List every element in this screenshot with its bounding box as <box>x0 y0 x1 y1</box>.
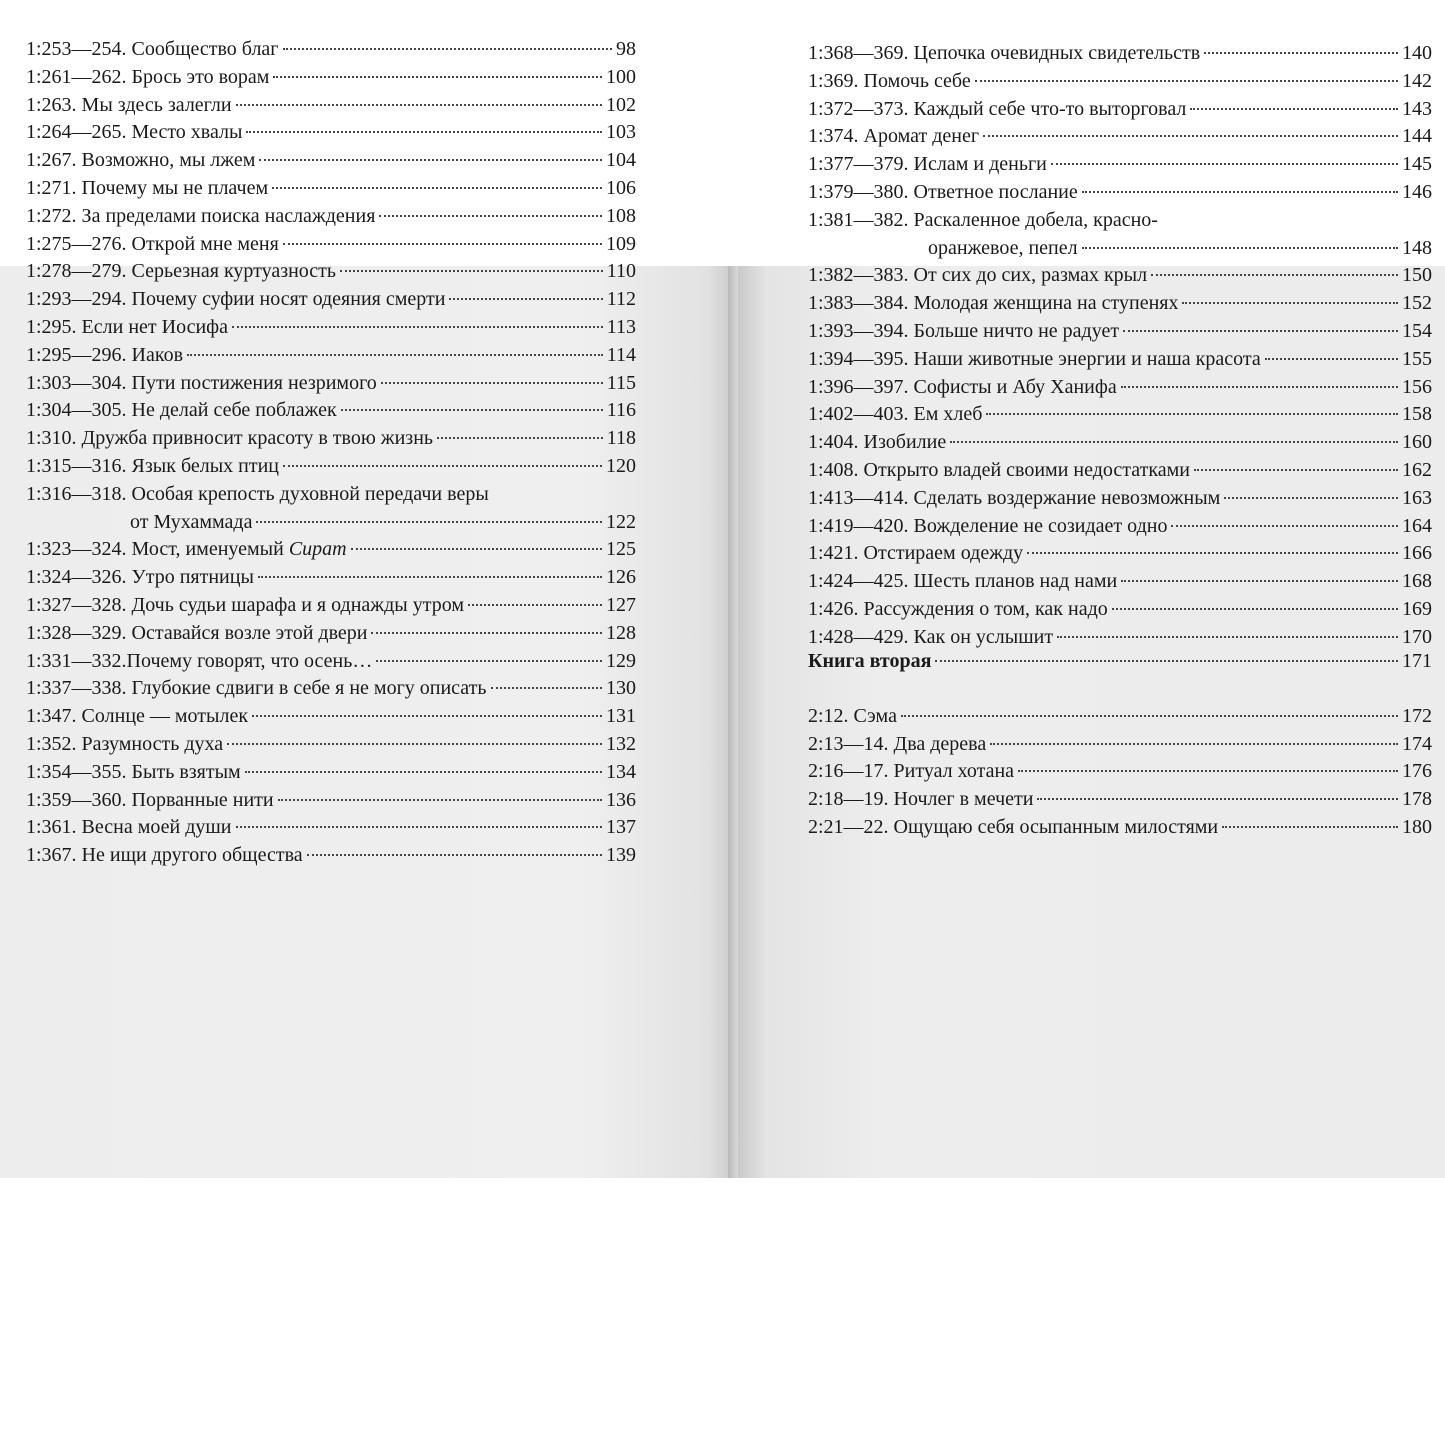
toc-entry: 1:271. Почему мы не плачем 106 <box>26 176 636 199</box>
toc-entry: 1:372—373. Каждый себе что-то выторговал 143 <box>808 97 1432 120</box>
toc-entry: 1:354—355. Быть взятым 134 <box>26 760 636 783</box>
toc-entry: 1:303—304. Пути постижения незримого 115 <box>26 371 636 394</box>
toc-entry: 1:394—395. Наши животные энергии и наша красота 155 <box>808 347 1432 370</box>
toc-entry: 1:327—328. Дочь судьи шарафа и я однажды утром 127 <box>26 593 636 616</box>
toc-entry: 1:264—265. Место хвалы 103 <box>26 121 636 144</box>
toc-entry: 1:359—360. Порванные нити 136 <box>26 788 636 811</box>
toc-entry: 1:367. Не ищи другого общества 139 <box>26 844 636 867</box>
toc-entry: 1:428—429. Как он услышит 170 <box>808 625 1432 648</box>
toc-entry: 2:12. Сэма 172 <box>808 704 1432 727</box>
book-gutter <box>728 266 738 1178</box>
toc-entry: 1:352. Разумность духа 132 <box>26 732 636 755</box>
toc-entry: 1:278—279. Серьезная куртуазность 110 <box>26 260 636 283</box>
toc-entry: 1:393—394. Больше ничто не радует 154 <box>808 319 1432 342</box>
italic-term: Сират <box>288 538 347 561</box>
toc-entry: 1:275—276. Открой мне меня 109 <box>26 232 636 255</box>
toc-entry: 1:328—329. Оставайся возле этой двери 128 <box>26 621 636 644</box>
section-heading: Книга вторая 171 <box>808 650 1432 672</box>
toc-entry: 1:293—294. Почему суфии носят одеяния смерти 112 <box>26 288 636 311</box>
toc-entry: 1:253—254. Сообщество благ 98 <box>26 38 636 60</box>
toc-entry: 1:331—332.Почему говорят, что осень… 129 <box>26 649 636 672</box>
toc-entry: 1:310. Дружба привносит красоту в твою жизнь 118 <box>26 427 636 450</box>
right-toc <box>808 40 1432 652</box>
toc-entry: 1:368—369. Цепочка очевидных свидетельств 140 <box>808 42 1432 64</box>
toc-entry: 1:426. Рассуждения о том, как надо 169 <box>808 597 1432 620</box>
toc-entry-line2: оранжевое, пепел <box>928 236 1078 259</box>
toc-entry: 1:304—305. Не делай себе поблажек 116 <box>26 399 636 422</box>
toc-entry: 1:337—338. Глубокие сдвиги в себе я не могу описать 130 <box>26 677 636 700</box>
toc-entry: 1:377—379. Ислам и деньги 145 <box>808 153 1432 176</box>
book-two-toc <box>808 648 1432 842</box>
toc-entry: 1:383—384. Молодая женщина на ступенях 152 <box>808 292 1432 315</box>
toc-entry-line2: от Мухаммада <box>130 510 253 533</box>
left-toc <box>26 36 636 870</box>
toc-entry-two-line: 1:381—382. Раскаленное добела, красно- оранжевое, пепел 148 <box>808 207 1432 263</box>
toc-entry: 1:424—425. Шесть планов над нами 168 <box>808 570 1432 593</box>
toc-entry: 2:16—17. Ритуал хотана 176 <box>808 760 1432 783</box>
toc-entry: 1:413—414. Сделать воздержание невозможным 163 <box>808 486 1432 509</box>
toc-entry: 1:402—403. Ем хлеб 158 <box>808 403 1432 426</box>
toc-entry: 1:419—420. Вожделение не созидает одно 164 <box>808 514 1432 537</box>
toc-entry: 1:369. Помочь себе 142 <box>808 69 1432 92</box>
toc-entry-two-line: 1:316—318. Особая крепость духовной передачи веры от Мухаммада 122 <box>26 481 636 537</box>
toc-entry: 2:21—22. Ощущаю себя осыпанным милостями 180 <box>808 815 1432 838</box>
toc-entry: 1:263. Мы здесь залегли 102 <box>26 93 636 116</box>
toc-entry: 1:396—397. Софисты и Абу Ханифа 156 <box>808 375 1432 398</box>
toc-entry: 1:361. Весна моей души 137 <box>26 816 636 839</box>
toc-entry: 1:408. Открыто владей своими недостатками 162 <box>808 458 1432 481</box>
toc-entry: 1:379—380. Ответное послание 146 <box>808 180 1432 203</box>
toc-entry: 1:261—262. Брось это ворам 100 <box>26 65 636 88</box>
toc-entry-sirat: 1:323—324. Мост, именуемый Сират 125 <box>26 538 636 561</box>
toc-entry: 1:382—383. От сих до сих, размах крыл 150 <box>808 264 1432 287</box>
toc-entry: 1:295—296. Иаков 114 <box>26 343 636 366</box>
toc-entry: 2:13—14. Два дерева 174 <box>808 732 1432 755</box>
toc-entry: 1:324—326. Утро пятницы 126 <box>26 566 636 589</box>
toc-entry: 2:18—19. Ночлег в мечети 178 <box>808 788 1432 811</box>
toc-entry: 1:421. Отстираем одежду 166 <box>808 542 1432 565</box>
toc-entry: 1:267. Возможно, мы лжем 104 <box>26 149 636 172</box>
toc-entry: 1:295. Если нет Иосифа 113 <box>26 315 636 338</box>
toc-entry: 1:272. За пределами поиска наслаждения 108 <box>26 204 636 227</box>
toc-entry: 1:315—316. Язык белых птиц 120 <box>26 454 636 477</box>
toc-entry: 1:404. Изобилие 160 <box>808 431 1432 454</box>
toc-entry-line1: 1:381—382. Раскаленное добела, красно- <box>808 208 1158 231</box>
toc-entry: 1:374. Аромат денег 144 <box>808 125 1432 148</box>
toc-entry: 1:347. Солнце — мотылек 131 <box>26 705 636 728</box>
toc-entry-line1: 1:316—318. Особая крепость духовной передачи веры <box>26 482 489 505</box>
